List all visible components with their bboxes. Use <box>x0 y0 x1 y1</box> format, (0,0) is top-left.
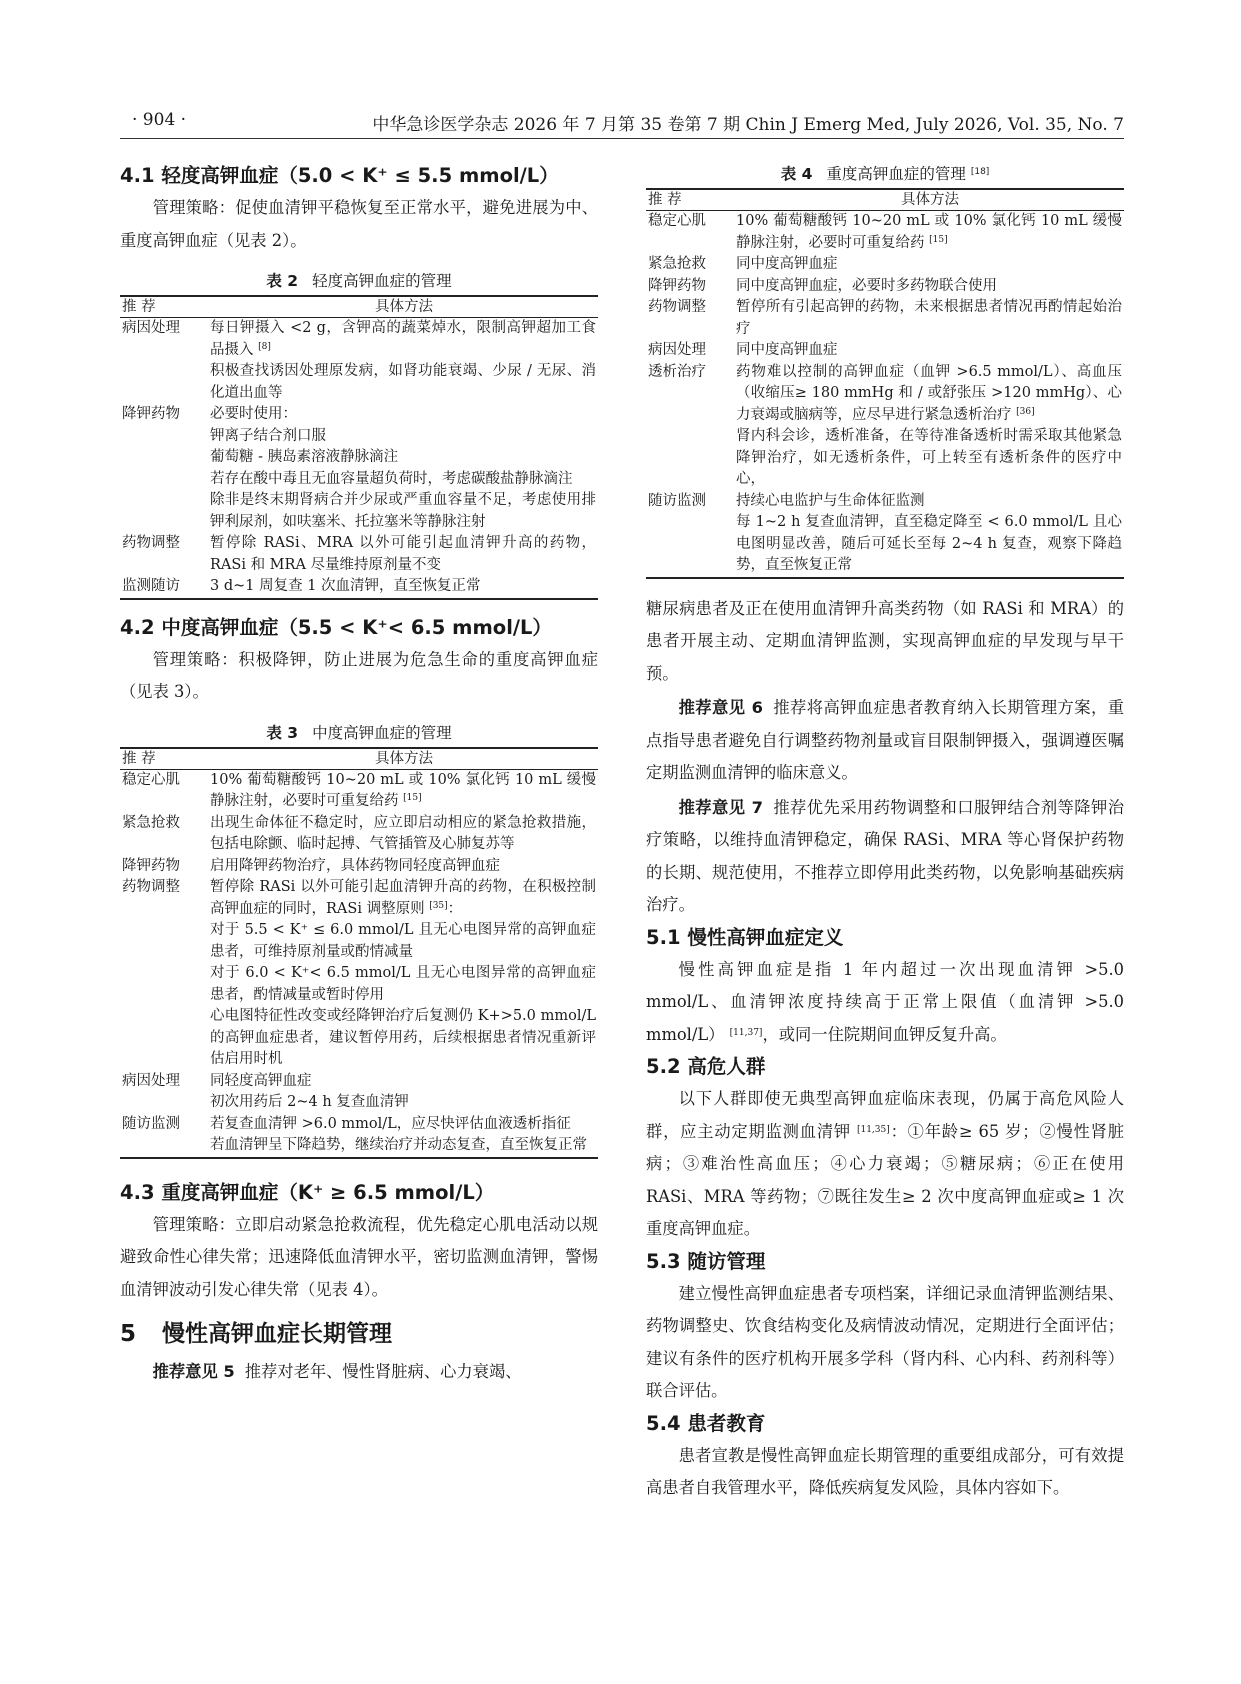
method-text-tail: ： <box>447 900 463 917</box>
table-row <box>120 576 598 599</box>
row-label: 药物调整 <box>122 879 180 895</box>
row-content <box>736 211 1124 255</box>
table-row <box>120 318 598 405</box>
section-4-2-text: 管理策略：积极降钾，防止进展为危急生命的重度高钾血症（见表 3）。 <box>120 649 598 701</box>
method-line: 除非是终末期肾病合并少尿或严重血容量不足，考虑使用排钾利尿剂，如呋塞米、托拉塞米等静脉注射 <box>210 492 596 530</box>
table-row <box>120 404 598 533</box>
section-4-1-text: 管理策略：促使血清钾平稳恢复至正常水平，避免进展为中、重度高钾血症（见表 2）。 <box>120 198 598 250</box>
header-rule <box>120 138 1124 139</box>
method-line: 3 d~1 周复查 1 次血清钾，直至恢复正常 <box>210 578 481 594</box>
row-label: 随访监测 <box>122 1115 180 1132</box>
row-label: 稳定心肌 <box>122 771 180 788</box>
table-3-number: 表 3 <box>266 723 299 742</box>
row-label: 药物调整 <box>648 299 706 315</box>
method-line: 必要时使用： <box>210 406 297 422</box>
right-column <box>646 160 1124 1505</box>
col-header-method: 具体方法 <box>736 189 1124 211</box>
section-5-3-text: 建立慢性高钾血症患者专项档案，详细记录血清钾监测结果、药物调整史、饮食结构变化及病情波动情况，定期进行全面评估；建议有条件的医疗机构开展多学科（肾内科、心内科、药剂科等）联合评估。 <box>646 1283 1124 1400</box>
method-line: 若存在酸中毒且无血容量超负荷时，考虑碳酸盐静脉滴注 <box>210 470 573 487</box>
col-header-recommendation: 推 荐 <box>120 748 210 770</box>
row-content <box>736 362 1124 491</box>
table-4-title: 重度高钾血症的管理 <box>826 165 966 183</box>
method-line: 启用降钾药物治疗，具体药物同轻度高钾血症 <box>210 857 500 874</box>
row-label: 随访监测 <box>648 492 706 509</box>
method-text: 10% 葡萄糖酸钙 10~20 mL 或 10% 氯化钙 10 mL 缓慢静脉注射，必要时可重复给药 <box>210 771 596 809</box>
table-row <box>646 211 1124 255</box>
recommendation-5-text: 推荐对老年、慢性肾脏病、心力衰竭、 <box>244 1362 522 1381</box>
citation: [15] <box>403 793 422 803</box>
col-header-recommendation: 推 荐 <box>646 189 736 211</box>
section-5-2-heading: 5.2 高危人群 <box>646 1055 766 1078</box>
recommendation-6 <box>646 692 1124 790</box>
row-content <box>210 769 598 813</box>
method-line: 对于 6.0 < K⁺< 6.5 mmol/L 且无心电图异常的高钾血症患者，酌情减量或暂时停用 <box>210 965 596 1003</box>
row-label: 透析治疗 <box>648 363 706 380</box>
table-row <box>646 254 1124 276</box>
table-row <box>646 362 1124 491</box>
method-line <box>210 318 596 361</box>
section-5-4-text: 患者宣教是慢性高钾血症长期管理的重要组成部分，可有效提高患者自我管理水平，降低疾病复发风险，具体内容如下。 <box>646 1445 1124 1497</box>
row-content <box>210 404 598 533</box>
section-5-3-heading: 5.3 随访管理 <box>646 1249 766 1273</box>
left-column <box>120 160 598 1389</box>
section-5-2-tail: ：①年龄≥ 65 岁；②慢性肾脏病；③难治性高血压；④心力衰竭；⑤糖尿病；⑥正在使用 RASi、MRA 等药物；⑦既往发生≥ 2 次中度高钾血症或≥ 1 次重度高钾血症。 <box>646 1121 1124 1238</box>
col-header-method: 具体方法 <box>210 748 598 770</box>
table-2-title: 轻度高钾血症的管理 <box>312 272 452 290</box>
method-line: 同中度高钾血症 <box>736 256 838 272</box>
table-row <box>120 1071 598 1114</box>
section-5-title: 慢性高钾血症长期管理 <box>162 1321 392 1347</box>
col-header-recommendation: 推 荐 <box>120 296 210 318</box>
method-line: 对于 5.5 < K⁺ ≤ 6.0 mmol/L 且无心电图异常的高钾血症患者，可维持原剂量或酌情减量 <box>210 922 596 960</box>
table-4 <box>646 188 1124 579</box>
method-text: 暂停除 RASi 以外可能引起血清钾升高的药物，在积极控制高钾血症的同时，RASi 调整原则 <box>210 879 596 917</box>
method-line: 暂停除 RASi、MRA 以外可能引起血清钾升高的药物，RASi 和 MRA 尽量维持原剂量不变 <box>210 535 596 573</box>
row-label: 病因处理 <box>122 320 180 336</box>
section-5-1-heading: 5.1 慢性高钾血症定义 <box>646 925 844 949</box>
table-2-number: 表 2 <box>266 272 299 290</box>
row-content <box>736 491 1124 578</box>
section-5-4-heading: 5.4 患者教育 <box>646 1411 766 1435</box>
method-line: 初次用药后 2~4 h 复查血清钾 <box>210 1094 409 1110</box>
row-label: 病因处理 <box>648 342 706 358</box>
method-text: 药物难以控制的高钾血症（血钾 >6.5 mmol/L）、高血压（收缩压≥ 180 mmHg 和 / 或舒张压 >120 mmHg）、心力衰竭或脑病等，应尽早进行紧急透析治疗 <box>736 363 1122 423</box>
table-header-row <box>120 748 598 770</box>
citation: [8] <box>258 341 271 352</box>
citation: [15] <box>929 234 948 245</box>
table-2 <box>120 295 598 600</box>
method-line: 出现生命体征不稳定时，应立即启动相应的紧急抢救措施，包括电除颤、临时起搏、气管插管及心肺复苏等 <box>210 814 596 852</box>
row-content <box>210 318 598 405</box>
row-label: 稳定心肌 <box>648 213 706 229</box>
method-line: 肾内科会诊，透析准备，在等待准备透析时需采取其他紧急降钾治疗，如无透析条件，可上转至有透析条件的医疗中心， <box>736 428 1122 487</box>
row-content <box>210 1071 598 1114</box>
citation: [11,35] <box>856 1124 890 1135</box>
method-text: 每日钾摄入 <2 g，含钾高的蔬菜焯水，限制高钾超加工食品摄入 <box>210 320 596 358</box>
recommendation-6-text: 推荐将高钾血症患者教育纳入长期管理方案，重点指导患者避免自行调整药物剂量或盲目限制钾摄入，强调遵医嘱定期监测血清钾的临床意义。 <box>646 698 1124 782</box>
citation: [35] <box>429 900 448 911</box>
table-4-number: 表 4 <box>780 165 813 183</box>
row-label: 病因处理 <box>122 1072 180 1089</box>
method-line <box>736 362 1122 427</box>
citation: [36] <box>1016 406 1035 417</box>
journal-title: 中华急诊医学杂志 2026 年 7 月第 35 卷第 7 期 Chin J Emerg Med, July 2026, Vol. 35, No. 7 <box>372 115 1124 135</box>
method-line: 葡萄糖 - 胰岛素溶液静脉滴注 <box>210 449 399 465</box>
table-3 <box>120 747 598 1159</box>
method-line: 若复查血清钾 >6.0 mmol/L，应尽快评估血液透析指征 <box>210 1115 571 1132</box>
method-line: 同中度高钾血症 <box>736 342 838 358</box>
section-4-2-heading: 4.2 中度高钾血症（5.5 < K⁺< 6.5 mmol/L） <box>120 615 552 639</box>
recommendation-7-label: 推荐意见 7 <box>678 797 763 817</box>
row-label: 紧急抢救 <box>648 256 706 272</box>
table-row <box>120 813 598 856</box>
method-line: 若血清钾呈下降趋势，继续治疗并动态复查，直至恢复正常 <box>210 1137 587 1153</box>
recommendation-7 <box>646 792 1124 922</box>
row-label: 降钾药物 <box>122 406 180 422</box>
row-label: 降钾药物 <box>648 277 706 294</box>
table-header-row <box>646 189 1124 211</box>
method-line: 持续心电监护与生命体征监测 <box>736 492 925 509</box>
row-label: 监测随访 <box>122 578 180 594</box>
recommendation-5 <box>120 1356 598 1389</box>
table-3-caption <box>120 719 598 747</box>
method-line: 同轻度高钾血症 <box>210 1072 312 1089</box>
recommendation-7-text: 推荐优先采用药物调整和口服钾结合剂等降钾治疗策略，以维持血清钾稳定，确保 RASi、MRA 等心肾保护药物的长期、规范使用，不推荐立即停用此类药物，以免影响基础疾病治疗。 <box>646 797 1124 914</box>
method-line: 钾离子结合剂口服 <box>210 427 326 444</box>
table-row <box>120 769 598 813</box>
table-row <box>120 877 598 1071</box>
method-text: 10% 葡萄糖酸钙 10~20 mL 或 10% 氯化钙 10 mL 缓慢静脉注射，必要时可重复给药 <box>736 213 1122 251</box>
section-5-number: 5 <box>120 1321 137 1347</box>
table-4-caption <box>646 160 1124 188</box>
recommendation-5-label: 推荐意见 5 <box>152 1362 235 1381</box>
method-line: 心电图特征性改变或经降钾治疗后复测仍 K+>5.0 mmol/L 的高钾血症患者，建议暂停用药，后续根据患者情况重新评估启用时机 <box>210 1008 596 1067</box>
col-header-method: 具体方法 <box>210 296 598 318</box>
table-row <box>646 297 1124 340</box>
section-5-1-tail: ，或同一住院期间血钾反复升高。 <box>762 1024 1007 1044</box>
row-label: 药物调整 <box>122 535 180 551</box>
section-4-1-heading: 4.1 轻度高钾血症（5.0 < K⁺ ≤ 5.5 mmol/L） <box>120 164 559 187</box>
section-5-2-body: 以下人群即使无典型高钾血症临床表现，仍属于高危风险人群，应主动定期监测血清钾 <box>646 1089 1124 1141</box>
table-header-row <box>120 296 598 318</box>
page-number: · 904 · <box>132 110 187 130</box>
method-line: 暂停所有引起高钾的药物，未来根据患者情况再酌情起始治疗 <box>736 299 1122 337</box>
citation: [18] <box>970 167 990 177</box>
table-row <box>646 276 1124 298</box>
row-content <box>210 877 598 1071</box>
method-line: 每 1~2 h 复查血清钾，直至稳定降至 < 6.0 mmol/L 且心电图明显改善，随后可延长至每 2~4 h 复查，观察下降趋势，直至恢复正常 <box>736 514 1122 573</box>
row-content <box>210 1114 598 1158</box>
method-line <box>210 877 596 920</box>
section-5-1-body: 慢性高钾血症是指 1 年内超过一次出现血清钾 >5.0 mmol/L、血清钾浓度持续高于正常上限值（血清钾 >5.0 mmol/L） <box>646 959 1124 1044</box>
table-row <box>120 1114 598 1158</box>
section-4-3-text: 管理策略：立即启动紧急抢救流程，优先稳定心肌电活动以规避致命性心律失常；迅速降低血清钾水平，密切监测血清钾，警惕血清钾波动引发心律失常（见表 4）。 <box>120 1214 598 1299</box>
recommendation-6-label: 推荐意见 6 <box>678 698 763 717</box>
section-5-1-text <box>646 954 1124 1052</box>
table-row <box>646 491 1124 578</box>
table-2-caption <box>120 267 598 295</box>
table-row <box>646 340 1124 362</box>
table-row <box>120 533 598 576</box>
citation: [11,37] <box>729 1027 763 1038</box>
method-line: 积极查找诱因处理原发病，如肾功能衰竭、少尿 / 无尿、消化道出血等 <box>210 363 596 401</box>
recommendation-5-continued: 糖尿病患者及正在使用血清钾升高类药物（如 RASi 和 MRA）的患者开展主动、定期血清钾监测，实现高钾血症的早发现与早干预。 <box>646 598 1124 683</box>
section-4-3-heading: 4.3 重度高钾血症（K⁺ ≥ 6.5 mmol/L） <box>120 1180 495 1204</box>
table-row <box>120 856 598 878</box>
row-label: 降钾药物 <box>122 857 180 874</box>
section-5-2-text <box>646 1083 1124 1246</box>
section-5-heading <box>120 1316 598 1352</box>
row-label: 紧急抢救 <box>122 814 180 831</box>
table-3-title: 中度高钾血症的管理 <box>312 723 452 742</box>
page-header <box>120 110 1124 140</box>
method-line: 同中度高钾血症，必要时多药物联合使用 <box>736 277 997 294</box>
